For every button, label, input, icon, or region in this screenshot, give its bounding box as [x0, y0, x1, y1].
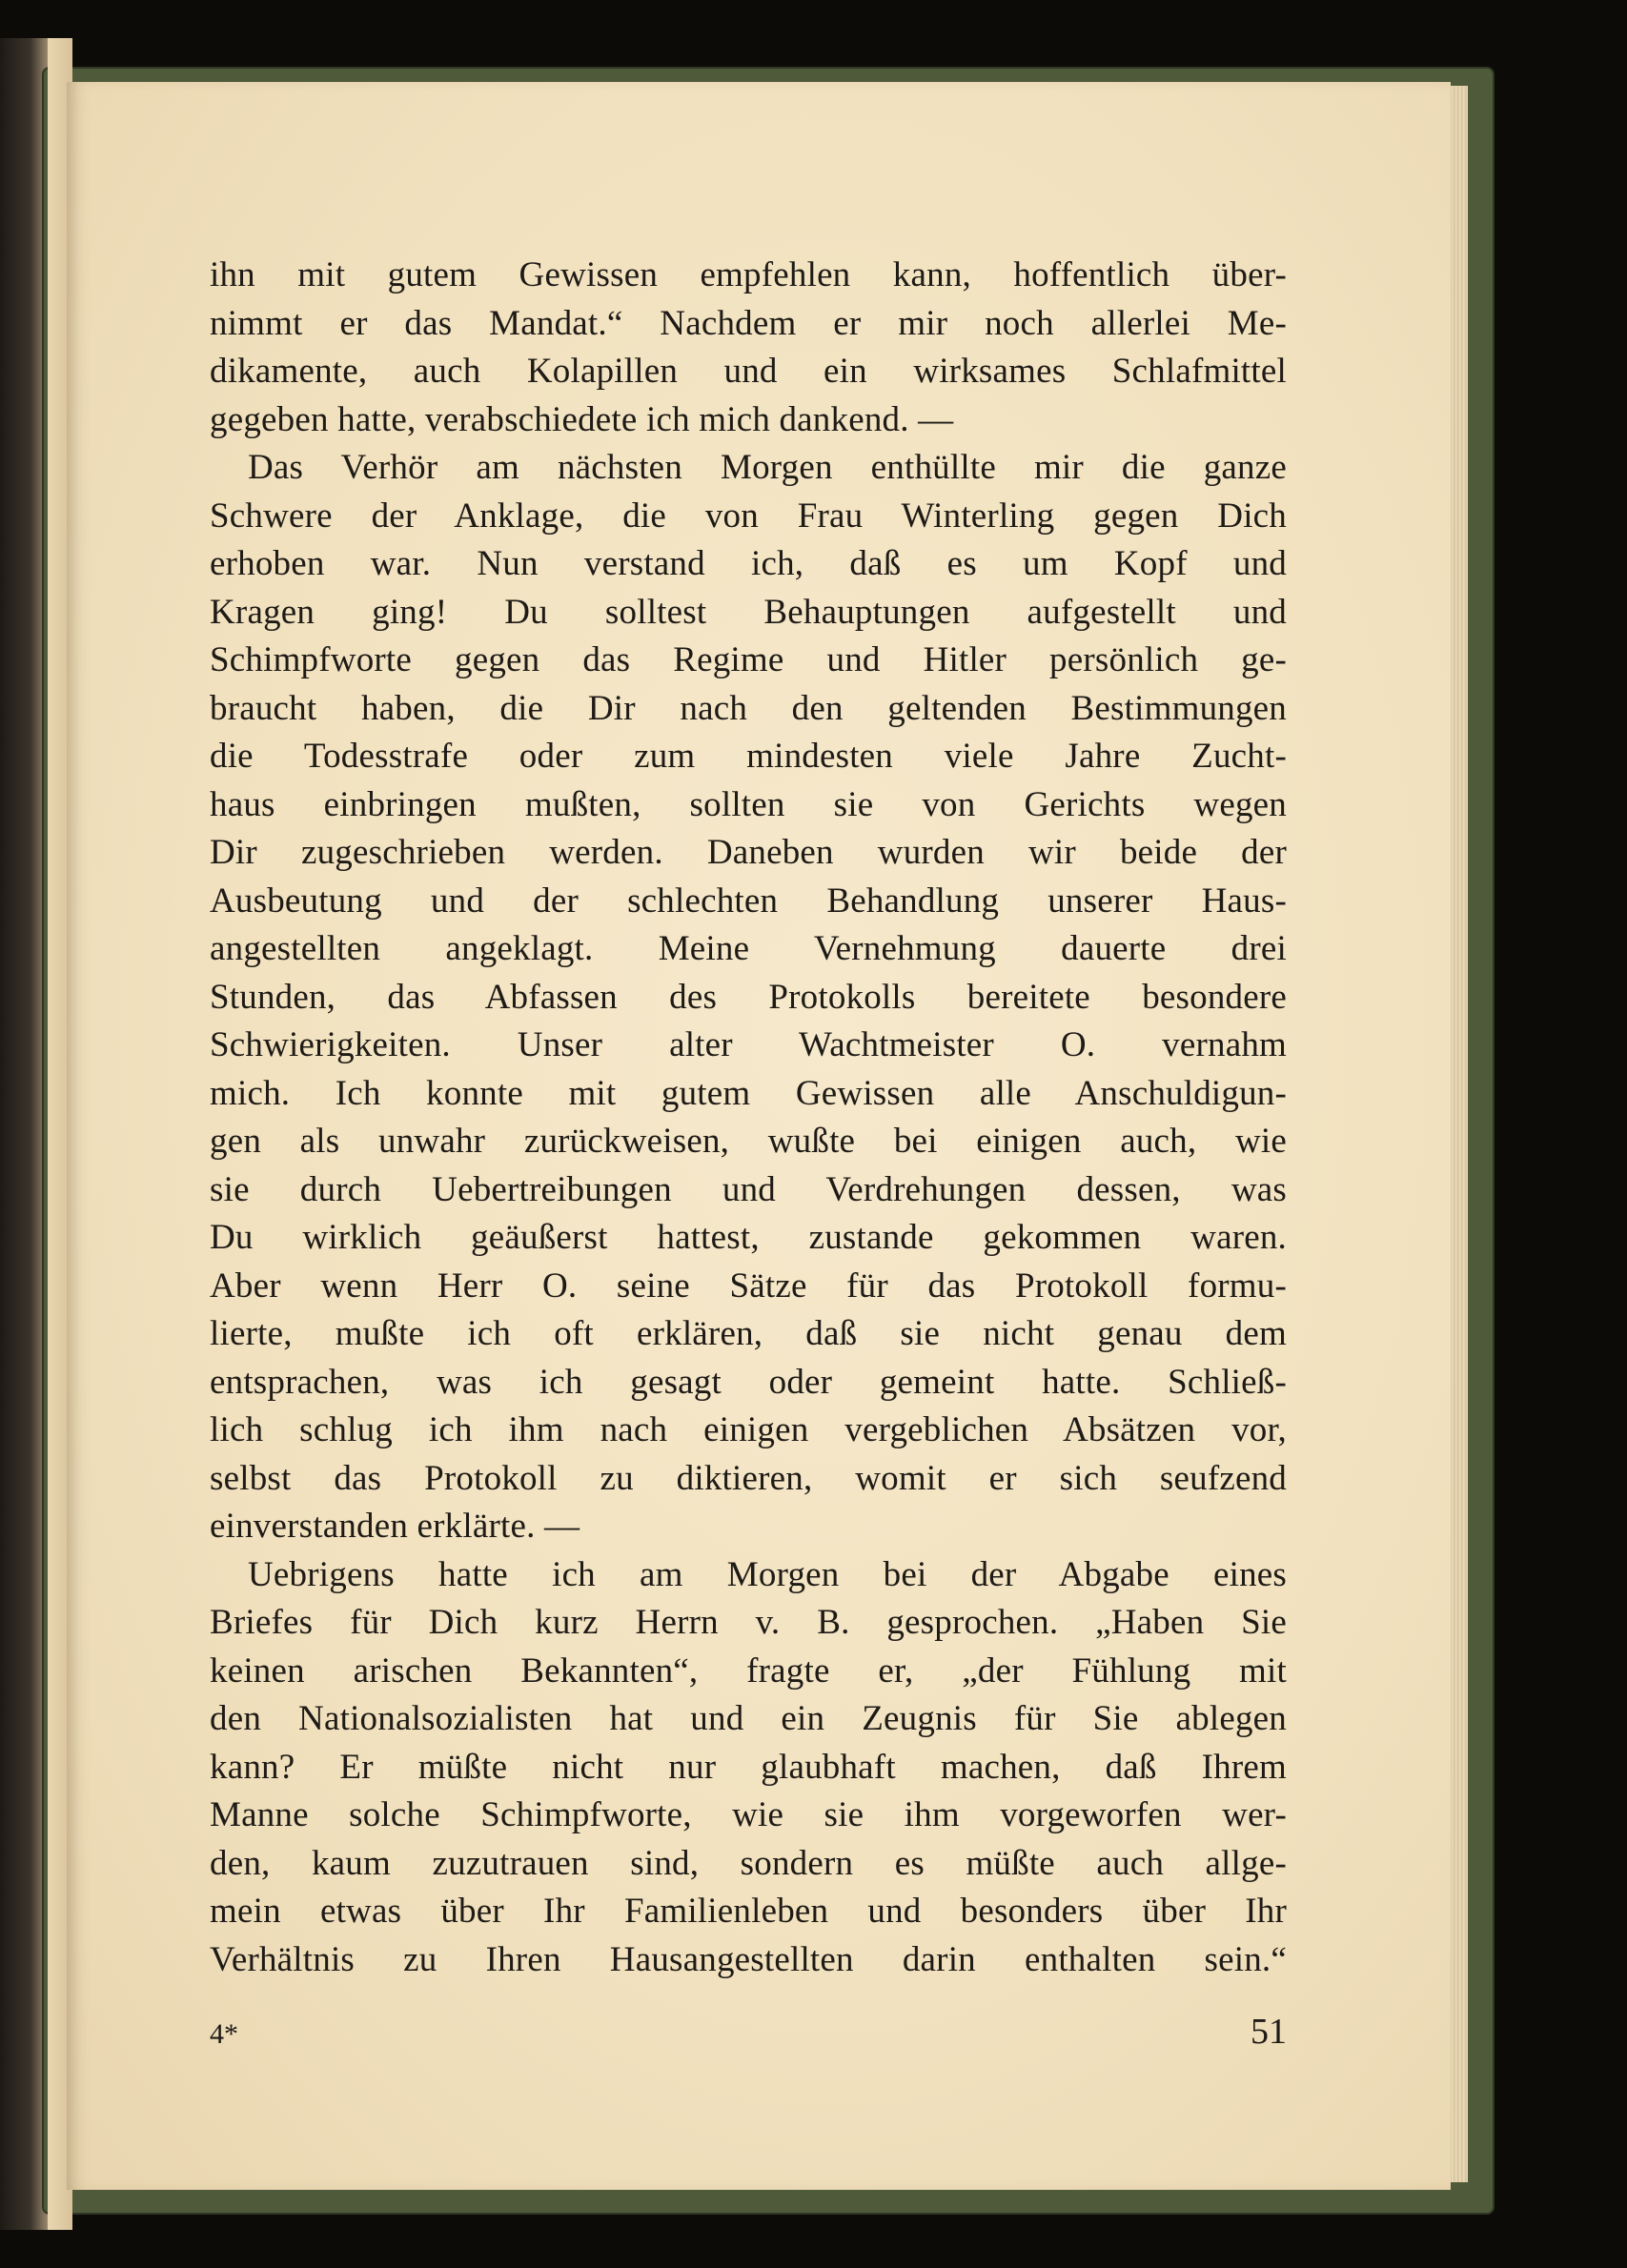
body-text	[210, 252, 1287, 1984]
text-line: Dir zugeschrieben werden. Daneben wurden wir beide der	[210, 833, 1287, 872]
text-line: braucht haben, die Dir nach den geltenden Bestimmungen	[210, 688, 1287, 728]
text-line: Briefes für Dich kurz Herrn v. B. gesprochen. „Haben Sie	[210, 1603, 1287, 1642]
text-line: Schwere der Anklage, die von Frau Winterling gegen Dich	[210, 496, 1287, 536]
text-line: den, kaum zuzutrauen sind, sondern es müßte auch allge-	[210, 1843, 1287, 1883]
page-number: 51	[1251, 2012, 1287, 2052]
text-line: mich. Ich konnte mit gutem Gewissen alle Anschuldigun-	[210, 1073, 1287, 1113]
text-line: gen als unwahr zurückweisen, wußte bei einigen auch, wie	[210, 1122, 1287, 1161]
text-line: keinen arischen Bekannten“, fragte er, „der Fühlung mit	[210, 1650, 1287, 1691]
text-line: Schwierigkeiten. Unser alter Wachtmeister O. vernahm	[210, 1025, 1287, 1064]
text-line: sie durch Uebertreibungen und Verdrehungen dessen, was	[210, 1169, 1287, 1209]
text-line: mein etwas über Ihr Familienleben und besonders über Ihr	[210, 1892, 1287, 1931]
text-line: den Nationalsozialisten hat und ein Zeugnis für Sie ablegen	[210, 1699, 1287, 1738]
text-line: Verhältnis zu Ihren Hausangestellten darin enthalten sein.“	[210, 1939, 1287, 1979]
text-line: Schimpfworte gegen das Regime und Hitler persönlich ge-	[210, 640, 1287, 679]
text-line: nimmt er das Mandat.“ Nachdem er mir noch allerlei Me-	[210, 303, 1287, 343]
text-line: haus einbringen mußten, sollten sie von Gerichts wegen	[210, 784, 1287, 824]
text-line: dikamente, auch Kolapillen und ein wirksames Schlafmittel	[210, 352, 1287, 391]
text-line: Das Verhör am nächsten Morgen enthüllte mir die ganze	[248, 448, 1287, 487]
text-line: selbst das Protokoll zu diktieren, womit er sich seufzend	[210, 1458, 1287, 1498]
text-line: Du wirklich geäußerst hattest, zustande gekommen waren.	[210, 1218, 1287, 1257]
signature-mark: 4*	[210, 2018, 238, 2050]
text-line: ihn mit gutem Gewissen empfehlen kann, hoffentlich über-	[210, 255, 1287, 294]
text-line: angestellten angeklagt. Meine Vernehmung dauerte drei	[210, 929, 1287, 968]
text-line: lierte, mußte ich oft erklären, daß sie nicht genau dem	[210, 1314, 1287, 1353]
text-line: lich schlug ich ihm nach einigen vergeblichen Absätzen vor,	[210, 1410, 1287, 1449]
text-line: erhoben war. Nun verstand ich, daß es um Kopf und	[210, 544, 1287, 583]
text-line: entsprachen, was ich gesagt oder gemeint hatte. Schließ-	[210, 1362, 1287, 1402]
text-line: kann? Er müßte nicht nur glaubhaft machen, daß Ihrem	[210, 1747, 1287, 1787]
text-line: Stunden, das Abfassen des Protokolls bereitete besondere	[210, 977, 1287, 1017]
text-line: gegeben hatte, verabschiedete ich mich dankend. —	[210, 399, 954, 439]
text-line: Uebrigens hatte ich am Morgen bei der Abgabe eines	[248, 1554, 1287, 1594]
text-line: Manne solche Schimpfworte, wie sie ihm vorgeworfen wer-	[210, 1795, 1287, 1834]
text-line: Ausbeutung und der schlechten Behandlung unserer Haus-	[210, 881, 1287, 921]
text-line: Kragen ging! Du solltest Behauptungen aufgestellt und	[210, 592, 1287, 632]
text-line: einverstanden erklärte. —	[210, 1507, 580, 1546]
text-line: Aber wenn Herr O. seine Sätze für das Protokoll formu-	[210, 1266, 1287, 1306]
text-line: die Todesstrafe oder zum mindesten viele Jahre Zucht-	[210, 737, 1287, 776]
